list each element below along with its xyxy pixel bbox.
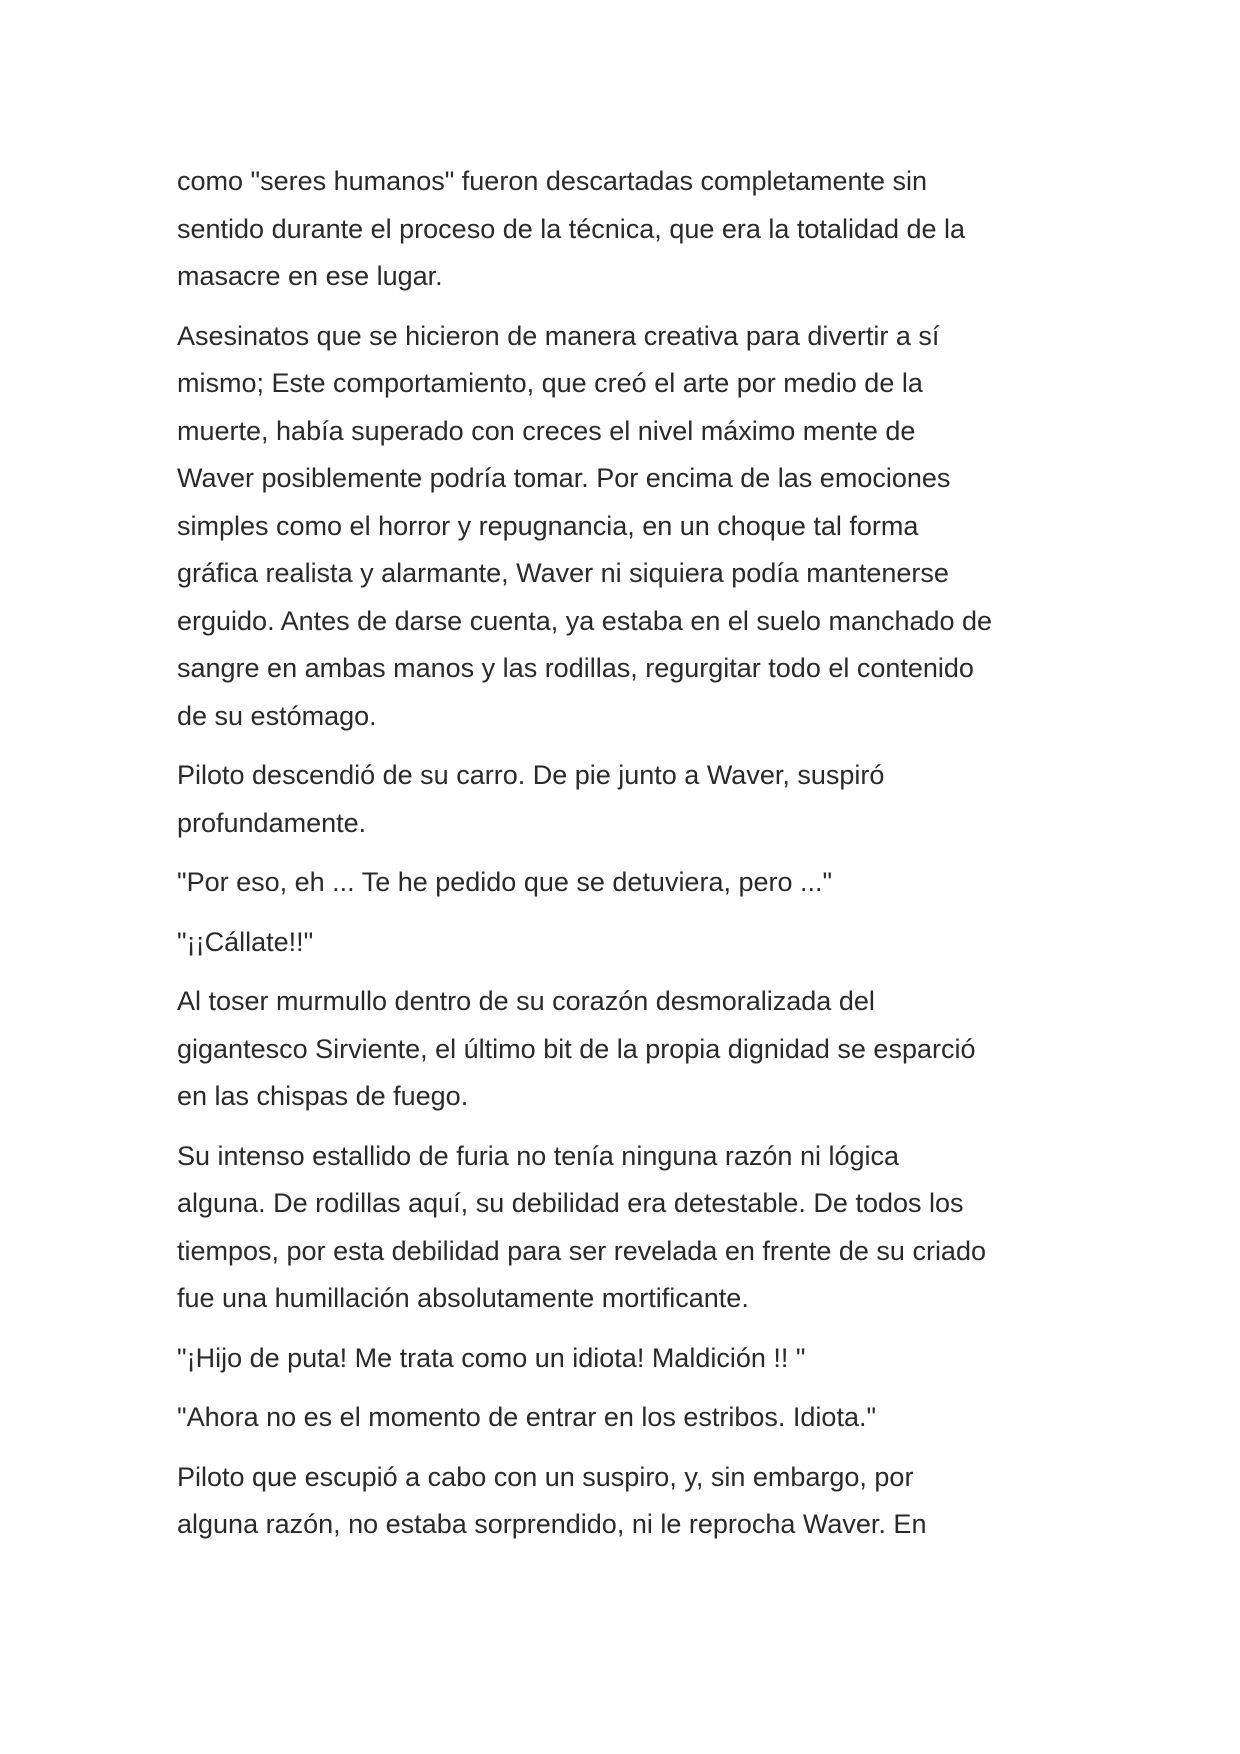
text-line: Piloto descendió de su carro. De pie junto a Waver, suspiró: [177, 760, 885, 790]
text-line: masacre en ese lugar.: [177, 261, 443, 291]
paragraph: [177, 752, 1082, 847]
text-line: "¡¡Cállate!!": [177, 926, 314, 957]
text-line: alguna razón, no estaba sorprendido, ni le reprocha Waver. En: [177, 1509, 927, 1539]
text-line: erguido. Antes de darse cuenta, ya estaba en el suelo manchado de: [177, 605, 993, 636]
text-line: en las chispas de fuego.: [177, 1081, 469, 1111]
text-line: fue una humillación absolutamente mortificante.: [177, 1283, 749, 1313]
text-line: "Por eso, eh ... Te he pedido que se detuviera, pero ...": [177, 867, 833, 897]
text-line: Su intenso estallido de furia no tenía ninguna razón ni lógica: [177, 1140, 899, 1171]
text-line: alguna. De rodillas aquí, su debilidad era detestable. De todos los: [177, 1188, 964, 1218]
paragraph: [177, 1454, 1082, 1549]
body-text: [177, 158, 1082, 1561]
text-line: Piloto que escupió a cabo con un suspiro, y, sin embargo, por: [177, 1461, 914, 1492]
text-line: mismo; Este comportamiento, que creó el arte por medio de la: [177, 368, 923, 398]
paragraph: [177, 158, 1082, 301]
text-line: Waver posiblemente podría tomar. Por encima de las emociones: [177, 463, 951, 493]
paragraph: [177, 1133, 1082, 1323]
text-line: muerte, había superado con creces el nivel máximo mente de: [177, 415, 916, 446]
paragraph: [177, 978, 1082, 1121]
text-line: "¡Hijo de puta! Me trata como un idiota! Maldición !! ": [177, 1342, 806, 1373]
text-line: sangre en ambas manos y las rodillas, regurgitar todo el contenido: [177, 653, 974, 683]
text-line: de su estómago.: [177, 700, 377, 731]
text-line: Asesinatos que se hicieron de manera creativa para divertir a sí: [177, 320, 940, 351]
text-line: "Ahora no es el momento de entrar en los estribos. Idiota.": [177, 1402, 877, 1432]
paragraph: [177, 859, 1082, 907]
text-line: simples como el horror y repugnancia, en un choque tal forma: [177, 510, 919, 541]
paragraph: [177, 1394, 1082, 1442]
text-line: profundamente.: [177, 807, 367, 838]
text-line: gigantesco Sirviente, el último bit de la propia dignidad se esparció: [177, 1033, 976, 1064]
text-line: tiempos, por esta debilidad para ser revelada en frente de su criado: [177, 1235, 986, 1266]
text-line: gráfica realista y alarmante, Waver ni siquiera podía mantenerse: [177, 558, 949, 588]
text-line: sentido durante el proceso de la técnica, que era la totalidad de la: [177, 213, 966, 244]
paragraph: [177, 313, 1082, 741]
text-line: Al toser murmullo dentro de su corazón desmoralizada del: [177, 986, 875, 1016]
text-line: como "seres humanos" fueron descartadas completamente sin: [177, 166, 928, 196]
paragraph: [177, 919, 1082, 967]
paragraph: [177, 1335, 1082, 1383]
